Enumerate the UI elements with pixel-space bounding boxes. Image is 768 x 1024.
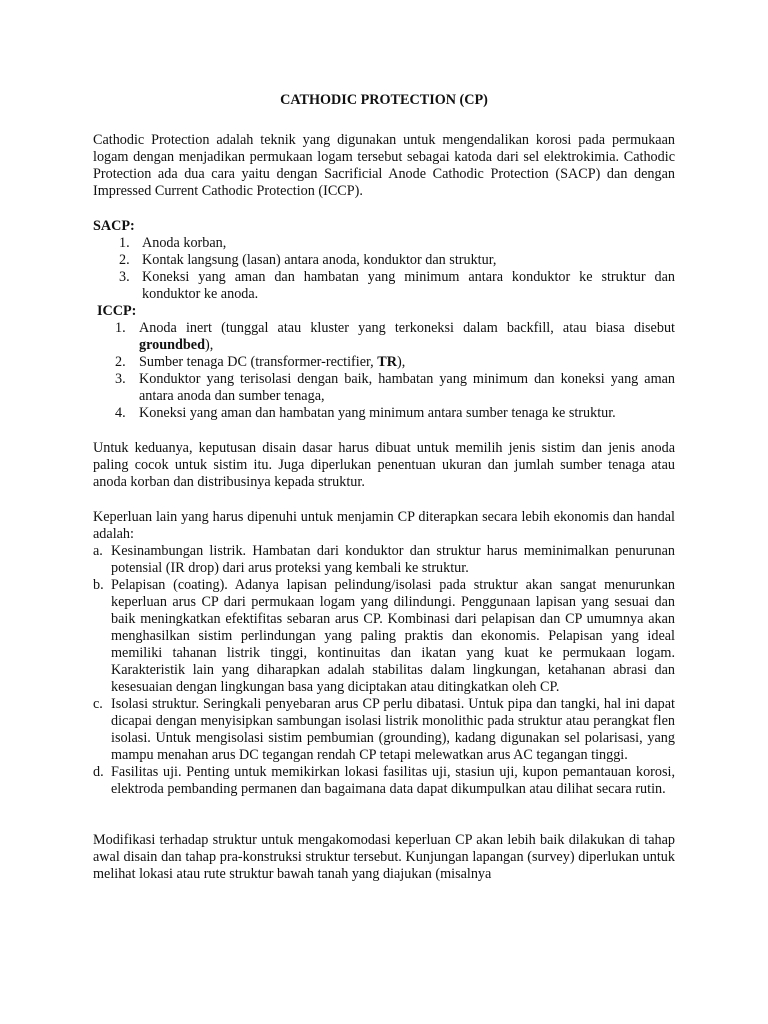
design-paragraph: Untuk keduanya, keputusan disain dasar harus dibuat untuk memilih jenis sistim dan jenis anoda paling cocok untuk sistim itu. Juga diperlukan penentuan ukuran dan jumlah sumber tenaga atau anoda korban dan distribusinya kepada struktur.: [93, 440, 675, 490]
sacp-list: [93, 235, 675, 303]
list-number: 3.: [115, 371, 126, 387]
list-letter: b.: [93, 577, 104, 593]
sacp-heading: SACP:: [93, 218, 135, 234]
list-number: 1.: [119, 235, 130, 251]
list-item-bold: TR: [377, 354, 397, 370]
list-item-text-end: ),: [396, 354, 406, 370]
list-item-text: Sumber tenaga DC (transformer-rectifier,: [139, 354, 378, 370]
list-item: [93, 405, 675, 422]
list-item: [93, 543, 675, 577]
list-item: [93, 354, 675, 371]
list-number: 3.: [119, 269, 130, 285]
iccp-list: [93, 320, 675, 422]
list-item: [93, 764, 675, 798]
list-item-text: Kesinambungan listrik. Hambatan dari konduktor dan struktur harus meminimalkan penurunan potensial (IR drop) dari arus proteksi yang kembali ke struktur.: [111, 543, 675, 576]
list-letter: a.: [93, 543, 103, 559]
list-item: [93, 577, 675, 696]
list-letter: d.: [93, 764, 104, 780]
list-item-text: Anoda inert (tunggal atau kluster yang terkoneksi dalam backfill, atau biasa disebut: [139, 320, 675, 336]
iccp-heading: ICCP:: [97, 303, 137, 319]
intro-paragraph: Cathodic Protection adalah teknik yang digunakan untuk mengendalikan korosi pada permukaan logam dengan menjadikan permukaan logam tersebut sebagai katoda dari sel elektrokimia. Cathodic Protection ada dua cara yaitu dengan Sacrificial Anode Cathodic Protection (SACP) dan dengan Impressed Current Cathodic Protection (ICCP).: [93, 132, 675, 199]
list-item-text: Koneksi yang aman dan hambatan yang minimum antara sumber tenaga ke struktur.: [139, 405, 616, 421]
list-item-text: Konduktor yang terisolasi dengan baik, hambatan yang minimum dan koneksi yang aman antara anoda dan sumber tenaga,: [139, 371, 675, 404]
list-number: 4.: [115, 405, 126, 421]
document-title: CATHODIC PROTECTION (CP): [280, 92, 488, 108]
list-number: 2.: [115, 354, 126, 370]
list-item: [93, 235, 675, 252]
list-item-text: Kontak langsung (lasan) antara anoda, konduktor dan struktur,: [142, 252, 497, 268]
list-item-text: Pelapisan (coating). Adanya lapisan pelindung/isolasi pada struktur akan sangat menurunkan keperluan arus CP dari permukaan logam yang dilindungi. Penggunaan lapisan yang sesuai dan baik meningkatkan efektifitas sebaran arus CP. Kombinasi dari pelapisan dan CP umumnya akan menghasilkan sistim perlindungan yang paling praktis dan ekonomis. Pelapisan yang ideal memiliki tahanan listrik tinggi, kontinuitas dan ikatan yang kuat ke permukaan logam. Karakteristik lain yang diharapkan adalah stabilitas dalam lingkungan, ketahanan abrasi dan kesesuaian dengan lingkungan basa yang diciptakan atau ditingkatkan oleh CP.: [111, 577, 675, 695]
requirements-intro: Keperluan lain yang harus dipenuhi untuk menjamin CP diterapkan secara lebih ekonomis dan handal adalah:: [93, 509, 675, 542]
list-item-bold: groundbed: [139, 337, 205, 353]
list-item-text: Anoda korban,: [142, 235, 227, 251]
list-number: 1.: [115, 320, 126, 336]
list-letter: c.: [93, 696, 103, 712]
list-item-text: Fasilitas uji. Penting untuk memikirkan lokasi fasilitas uji, stasiun uji, kupon pemantauan korosi, elektroda pembanding permanen dan bagaimana data dapat dikumpulkan atau dilihat secara rutin.: [111, 764, 675, 797]
list-item: [93, 371, 675, 405]
document-body: [93, 92, 675, 883]
list-item: [93, 696, 675, 764]
list-number: 2.: [119, 252, 130, 268]
list-item: [93, 320, 675, 354]
list-item-text-end: ),: [204, 337, 214, 353]
requirements-list: [93, 543, 675, 798]
list-item-text: Isolasi struktur. Seringkali penyebaran arus CP perlu dibatasi. Untuk pipa dan tangki, hal ini dapat dicapai dengan menyisipkan sambungan isolasi listrik monolithic pada struktur atau perangkat flen isolasi. Untuk mengisolasi sistim pembumian (grounding), kadang digunakan sel polarisasi, yang mampu menahan arus DC tegangan rendah CP tetapi melewatkan arus AC tegangan tinggi.: [111, 696, 675, 763]
list-item: [93, 252, 675, 269]
list-item: [93, 269, 675, 303]
list-item-text: Koneksi yang aman dan hambatan yang minimum antara konduktor ke struktur dan konduktor ke anoda.: [142, 269, 675, 302]
modification-paragraph: Modifikasi terhadap struktur untuk mengakomodasi keperluan CP akan lebih baik dilakukan di tahap awal disain dan tahap pra-konstruksi struktur tersebut. Kunjungan lapangan (survey) diperlukan untuk melihat lokasi atau rute struktur bawah tanah yang diajukan (misalnya: [93, 832, 675, 882]
